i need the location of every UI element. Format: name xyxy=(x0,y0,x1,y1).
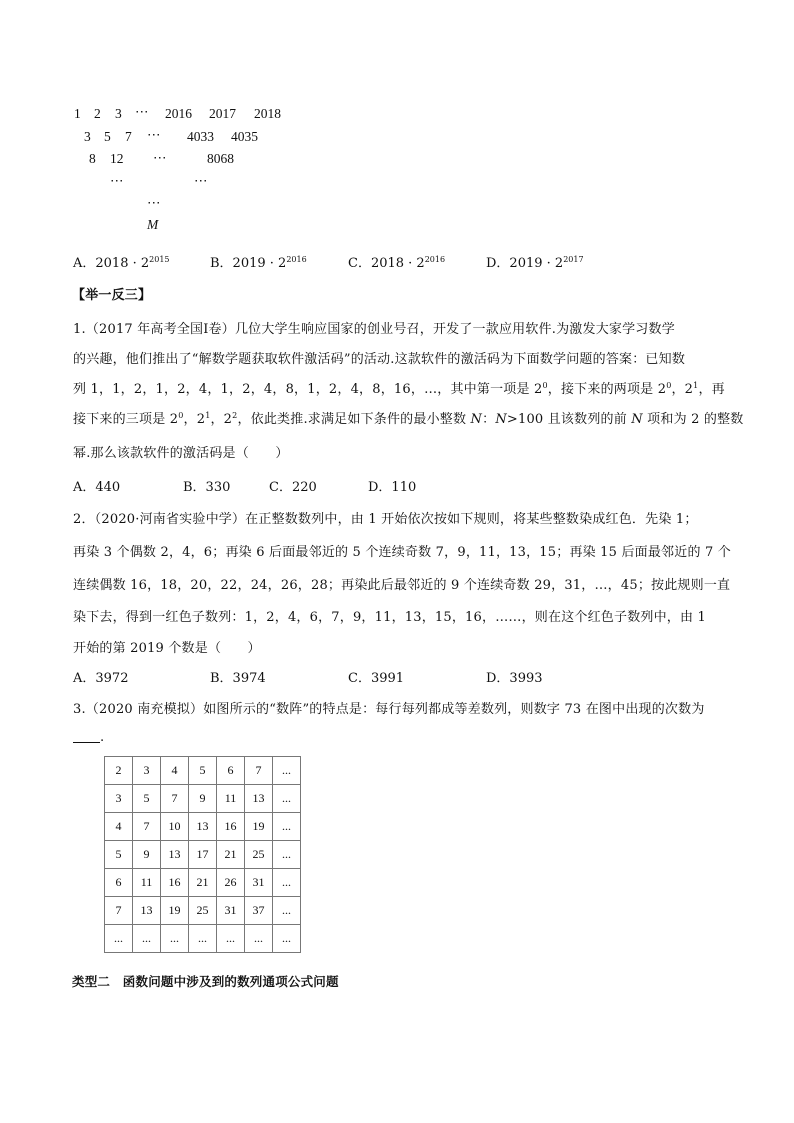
table-cell: 7 xyxy=(133,813,161,841)
q0-option-a[interactable]: A．$2018 \cdot 2^{2015}$ xyxy=(73,255,170,271)
table-cell: 21 xyxy=(189,869,217,897)
tri-r2-c4: ⋯ xyxy=(147,127,161,142)
tri-r1-c3: 3 xyxy=(115,106,122,121)
q1-line-2: 的兴趣，他们推出了“解数学题获取软件激活码”的活动.这款软件的激活码为下面数学问题的答案：已知数 xyxy=(73,352,686,367)
table-cell: 7 xyxy=(105,897,133,925)
q0-option-b[interactable]: B．$2019 \cdot 2^{2016}$ xyxy=(210,255,307,271)
table-cell: 16 xyxy=(161,869,189,897)
table-cell: 25 xyxy=(245,841,273,869)
table-cell: ... xyxy=(245,925,273,953)
table-row xyxy=(105,925,301,953)
table-cell: ... xyxy=(217,925,245,953)
q2-line-3: 连续偶数 16，18，20，22，24，26，28；再染此后最邻近的 9 个连续奇数 29，31，…，45；按此规则一直 xyxy=(73,578,731,593)
table-cell: 9 xyxy=(133,841,161,869)
q1-option-c[interactable]: C．220 xyxy=(269,480,317,495)
table-cell: 11 xyxy=(217,785,245,813)
q2-line-4: 染下去，得到一红色子数列：1，2，4，6，7，9，11，13，15，16，……，则在这个红色子数列中，由 1 xyxy=(73,610,706,625)
tri-r2-c6: 4035 xyxy=(231,129,258,144)
q1-line-1: 1.（2017 年高考全国Ⅰ卷）几位大学生响应国家的创业号召，开发了一款应用软件.为激发大家学习数学 xyxy=(73,322,675,337)
tri-r2-c3: 7 xyxy=(125,129,132,144)
tri-bottom: M xyxy=(147,217,159,232)
table-cell: 11 xyxy=(133,869,161,897)
table-cell: ... xyxy=(273,757,301,785)
q3-line-2: . xyxy=(73,730,104,745)
table-cell: 31 xyxy=(217,897,245,925)
table-cell: ... xyxy=(273,813,301,841)
table-cell: 16 xyxy=(217,813,245,841)
number-array-table xyxy=(104,756,301,953)
tri-r4-c1: ⋯ xyxy=(110,173,124,188)
table-row xyxy=(105,897,301,925)
table-cell: ... xyxy=(273,897,301,925)
tri-r4-c2: ⋯ xyxy=(194,173,208,188)
tri-r1-c4: ⋯ xyxy=(135,104,149,119)
tri-r1-c2: 2 xyxy=(94,106,101,121)
q1-line-4: 接下来的三项是 $2^0$，$2^1$，$2^2$，依此类推.求满足如下条件的最小整数 N：N>100 且该数列的前 N 项和为 2 的整数 xyxy=(73,411,744,427)
table-cell: 2 xyxy=(105,757,133,785)
table-row xyxy=(105,757,301,785)
table-cell: 31 xyxy=(245,869,273,897)
table-cell: ... xyxy=(105,925,133,953)
q2-option-c[interactable]: C．3991 xyxy=(348,671,405,686)
tri-r5: ⋯ xyxy=(147,195,161,210)
table-row xyxy=(105,813,301,841)
q1-option-a[interactable]: A．440 xyxy=(73,480,121,495)
table-cell: 7 xyxy=(245,757,273,785)
table-cell: 19 xyxy=(245,813,273,841)
tri-r2-c1: 3 xyxy=(84,129,91,144)
table-cell: 25 xyxy=(189,897,217,925)
section-heading-type-two: 类型二 函数问题中涉及到的数列通项公式问题 xyxy=(72,974,339,989)
q2-line-2: 再染 3 个偶数 2，4，6；再染 6 后面最邻近的 5 个连续奇数 7，9，11，13，15；再染 15 后面最邻近的 7 个 xyxy=(73,545,731,560)
q3-line-1: 3.（2020 南充模拟）如图所示的“数阵”的特点是：每行每列都成等差数列，则数字 73 在图中出现的次数为 xyxy=(73,702,705,717)
table-cell: 6 xyxy=(217,757,245,785)
table-cell: 3 xyxy=(133,757,161,785)
table-cell: 37 xyxy=(245,897,273,925)
table-cell: 4 xyxy=(105,813,133,841)
table-cell: 26 xyxy=(217,869,245,897)
table-row xyxy=(105,785,301,813)
tri-r1-c5: 2016 xyxy=(165,106,192,121)
tri-r3-c4: 8068 xyxy=(207,151,234,166)
table-cell: 19 xyxy=(161,897,189,925)
table-cell: ... xyxy=(273,785,301,813)
tri-r3-c1: 8 xyxy=(89,151,96,166)
q2-option-a[interactable]: A．3972 xyxy=(73,671,129,686)
table-cell: 9 xyxy=(189,785,217,813)
q1-line-3: 列 1，1，2，1，2，4，1，2，4，8，1，2，4，8，16，…，其中第一项是 $2^0$，接下来的两项是 $2^0$，$2^1$，再 xyxy=(73,381,725,397)
section-title: 【举一反三】 xyxy=(72,288,152,303)
table-cell: 13 xyxy=(161,841,189,869)
q1-option-b[interactable]: B．330 xyxy=(183,480,231,495)
table-cell: 13 xyxy=(133,897,161,925)
table-cell: 13 xyxy=(245,785,273,813)
table-cell: ... xyxy=(189,925,217,953)
q0-option-c[interactable]: C．$2018 \cdot 2^{2016}$ xyxy=(348,255,446,271)
q1-option-d[interactable]: D．110 xyxy=(368,480,417,495)
table-cell: ... xyxy=(273,925,301,953)
table-cell: 10 xyxy=(161,813,189,841)
table-cell: 5 xyxy=(189,757,217,785)
tri-r1-c7: 2018 xyxy=(254,106,281,121)
q2-option-d[interactable]: D．3993 xyxy=(486,671,543,686)
table-row xyxy=(105,869,301,897)
tri-r2-c2: 5 xyxy=(104,129,111,144)
table-cell: 4 xyxy=(161,757,189,785)
tri-r1-c6: 2017 xyxy=(209,106,236,121)
q1-line-5: 幂.那么该款软件的激活码是（ ） xyxy=(73,446,289,461)
table-cell: 5 xyxy=(105,841,133,869)
table-cell: ... xyxy=(161,925,189,953)
q2-option-b[interactable]: B．3974 xyxy=(210,671,266,686)
table-cell: ... xyxy=(273,869,301,897)
tri-r1-c1: 1 xyxy=(74,106,81,121)
table-cell: 5 xyxy=(133,785,161,813)
table-cell: 13 xyxy=(189,813,217,841)
table-cell: 17 xyxy=(189,841,217,869)
tri-r2-c5: 4033 xyxy=(187,129,214,144)
table-cell: 7 xyxy=(161,785,189,813)
q2-line-1: 2．（2020·河南省实验中学）在正整数数列中，由 1 开始依次按如下规则，将某些整数染成红色．先染 1； xyxy=(73,512,698,527)
table-cell: ... xyxy=(273,841,301,869)
table-cell: 3 xyxy=(105,785,133,813)
tri-r3-c3: ⋯ xyxy=(153,150,167,165)
table-cell: 21 xyxy=(217,841,245,869)
table-cell: ... xyxy=(133,925,161,953)
answer-blank[interactable] xyxy=(73,730,100,743)
table-row xyxy=(105,841,301,869)
q0-option-d[interactable]: D．$2019 \cdot 2^{2017}$ xyxy=(486,255,584,271)
table-cell: 6 xyxy=(105,869,133,897)
q2-line-5: 开始的第 2019 个数是（ ） xyxy=(73,641,261,656)
tri-r3-c2: 12 xyxy=(110,151,124,166)
